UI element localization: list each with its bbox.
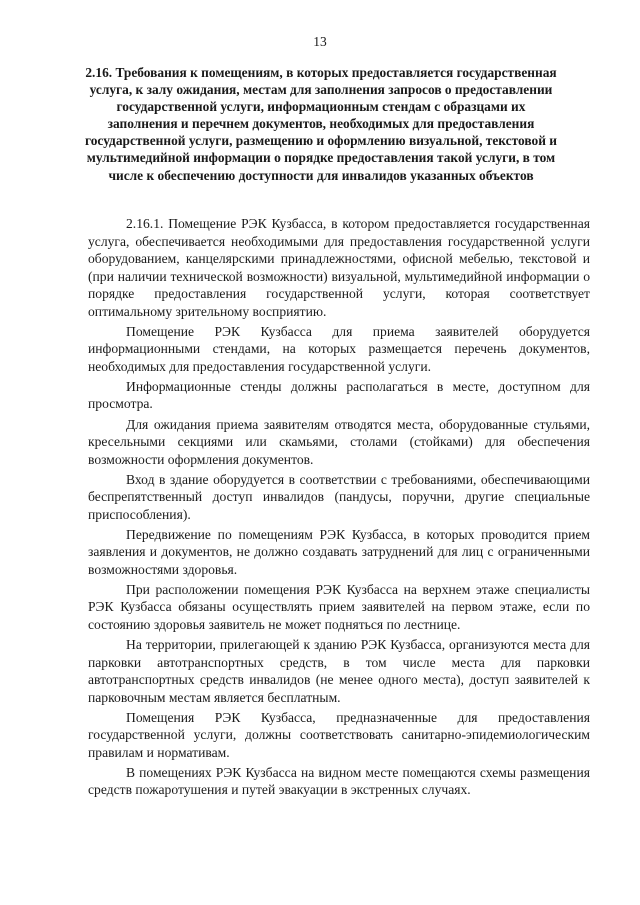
body-text [88, 215, 590, 802]
paragraph-upper-floor: При расположении помещения РЭК Кузбасса на верхнем этаже специалисты РЭК Кузбасса обязаны осуществлять прием заявителей на первом этаже, если по состоянию здоровья заявитель не может подняться по лестнице. [88, 581, 590, 633]
page-number: 13 [313, 34, 327, 49]
paragraph-movement: Передвижение по помещениям РЭК Кузбасса, в которых проводится прием заявления и документов, не должно создавать затруднений для лиц с ограниченными возможностями здоровья. [88, 526, 590, 577]
paragraph-parking: На территории, прилегающей к зданию РЭК Кузбасса, организуются места для парковки автотранспортных средств, в том числе места для парковки автотранспортных средств инвалидов (не менее одного места), доступ заявителей к парковочным местам является бесплатным. [88, 637, 590, 705]
paragraph-evacuation: В помещениях РЭК Кузбасса на видном месте помещаются схемы размещения средств пожаротушения и путей эвакуации в экстренных случаях. [88, 764, 590, 798]
paragraph-waiting-places: Для ожидания приема заявителям отводятся места, оборудованные стульями, кресельными секциями или скамьями, столами (стойками) для обеспечения возможности оформления документов. [88, 416, 590, 467]
paragraph-sanitary: Помещения РЭК Кузбасса, предназначенные для предоставления государственной услуги, должны соответствовать санитарно-эпидемиологическим правилам и нормативам. [88, 709, 590, 760]
paragraph-info-stands-location: Информационные стенды должны располагаться в месте, доступном для просмотра. [88, 378, 590, 412]
section-heading: 2.16. Требования к помещениям, в которых предоставляется государственная услуга, к залу ожидания, местам для заполнения запросов о предоставлении государственной услуги, информационным стендам с образцами их заполнения и перечнем документов, необходимых для предоставления государственной услуги, размещению и оформлению визуальной, текстовой и мультимедийной информации о порядке предоставления такой услуги, в том числе к обеспечению доступности для инвалидов указанных объектов [84, 65, 557, 183]
paragraph-2-16-1: 2.16.1. Помещение РЭК Кузбасса, в котором предоставляется государственная услуга, обеспечивается необходимыми для предоставления государственной услуги оборудованием, канцелярскими принадлежностями, офисной мебелью, текстовой и (при наличии технической возможности) визуальной, мультимедийной информации о порядке предоставления государственной услуги, которая соответствует оптимальному зрительному восприятию. [88, 216, 590, 319]
paragraph-building-entrance: Вход в здание оборудуется в соответствии с требованиями, обеспечивающими беспрепятственный доступ инвалидов (пандусы, поручни, другие специальные приспособления). [88, 471, 590, 522]
paragraph-info-stands-equipment: Помещение РЭК Кузбасса для приема заявителей оборудуется информационными стендами, на которых размещается перечень документов, необходимых для предоставления государственной услуги. [88, 323, 590, 374]
